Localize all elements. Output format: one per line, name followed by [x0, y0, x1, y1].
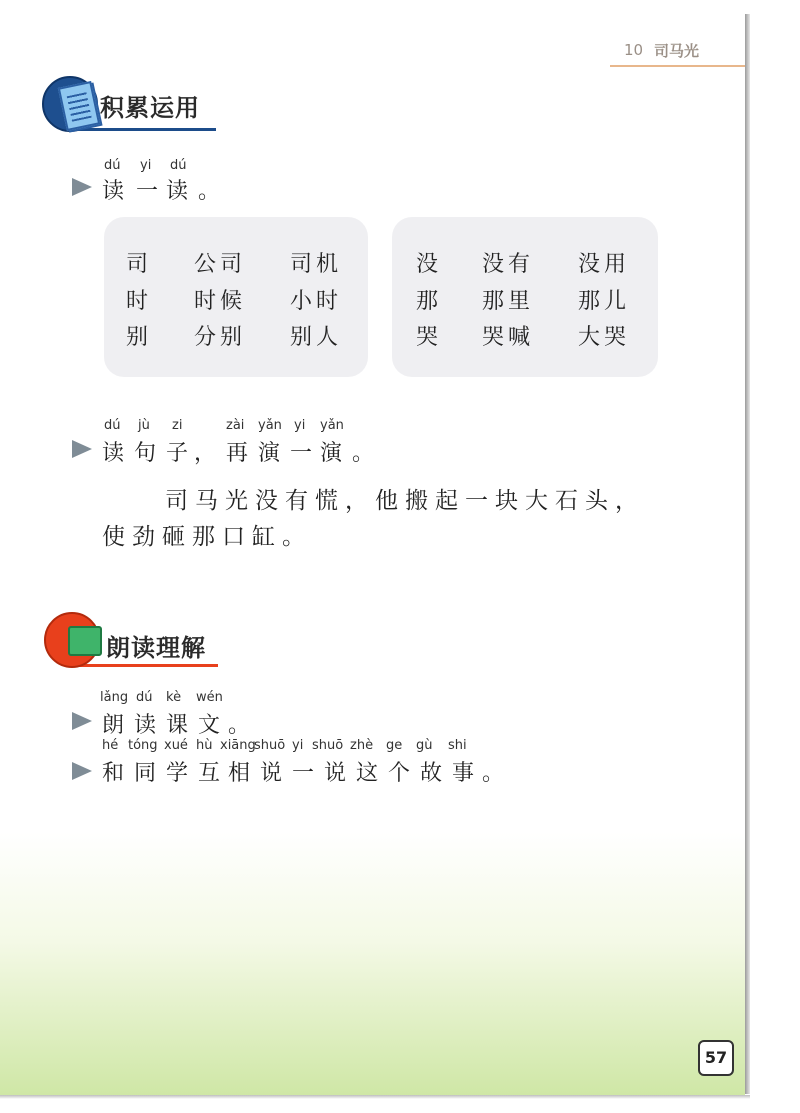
word-item: 公司 [194, 252, 247, 277]
triangle-arrow-icon [72, 762, 92, 780]
section-header-reading [44, 612, 244, 672]
triangle-arrow-icon [72, 712, 92, 730]
sentence-line-1: 司马光没有慌，他搬起一块大石头， [165, 488, 645, 514]
lesson-title: 司马光 [654, 42, 700, 60]
word-item: 那儿 [578, 289, 631, 314]
word-item: 没 [416, 252, 443, 277]
page-edge [745, 14, 750, 1094]
sentence-line-2: 使劲砸那口缸。 [102, 524, 312, 550]
word-item: 那里 [482, 289, 535, 314]
word-item: 分别 [194, 325, 247, 350]
running-header [610, 38, 745, 64]
word-box-left [104, 217, 368, 377]
exercise-read: dú yi dú 读 一 读 。 [72, 158, 272, 208]
word-item: 大哭 [578, 325, 631, 350]
page-number: 57 [698, 1040, 734, 1076]
page-bottom-edge [0, 1095, 750, 1099]
word-item: 哭 [416, 325, 443, 350]
word-item: 司机 [290, 252, 343, 277]
notebook-icon [42, 76, 98, 132]
header-rule [610, 65, 745, 67]
word-item: 那 [416, 289, 443, 314]
section-header-accumulate [42, 76, 242, 136]
lesson-number: 10 [624, 41, 644, 59]
section-underline [78, 664, 218, 667]
word-item: 小时 [290, 289, 343, 314]
triangle-arrow-icon [72, 178, 92, 196]
word-item: 别人 [290, 325, 343, 350]
section-title-reading: 朗读理解 [106, 634, 206, 662]
word-item: 哭喊 [482, 325, 535, 350]
triangle-arrow-icon [72, 440, 92, 458]
reading-board-icon [44, 612, 100, 668]
exercise-tell-story: hé tóng xué hù xiāng shuō yi shuō zhè ge gù shi 和 同 学 互 相 说 一 说 这 个 故 事 。 [72, 738, 532, 788]
word-item: 没用 [578, 252, 631, 277]
exercise-read-act: dú jù zi zài yǎn yi yǎn 读 句 子 ， 再 演 一 演 。 [72, 418, 392, 468]
word-item: 没有 [482, 252, 535, 277]
word-box-right [392, 217, 658, 377]
exercise-read-text: lǎng dú kè wén 朗 读 课 文 。 [72, 690, 272, 740]
section-title-accumulate: 积累运用 [100, 94, 200, 122]
word-item: 时 [126, 289, 153, 314]
section-underline [76, 128, 216, 131]
word-item: 司 [126, 252, 153, 277]
word-item: 别 [126, 325, 153, 350]
word-item: 时候 [194, 289, 247, 314]
